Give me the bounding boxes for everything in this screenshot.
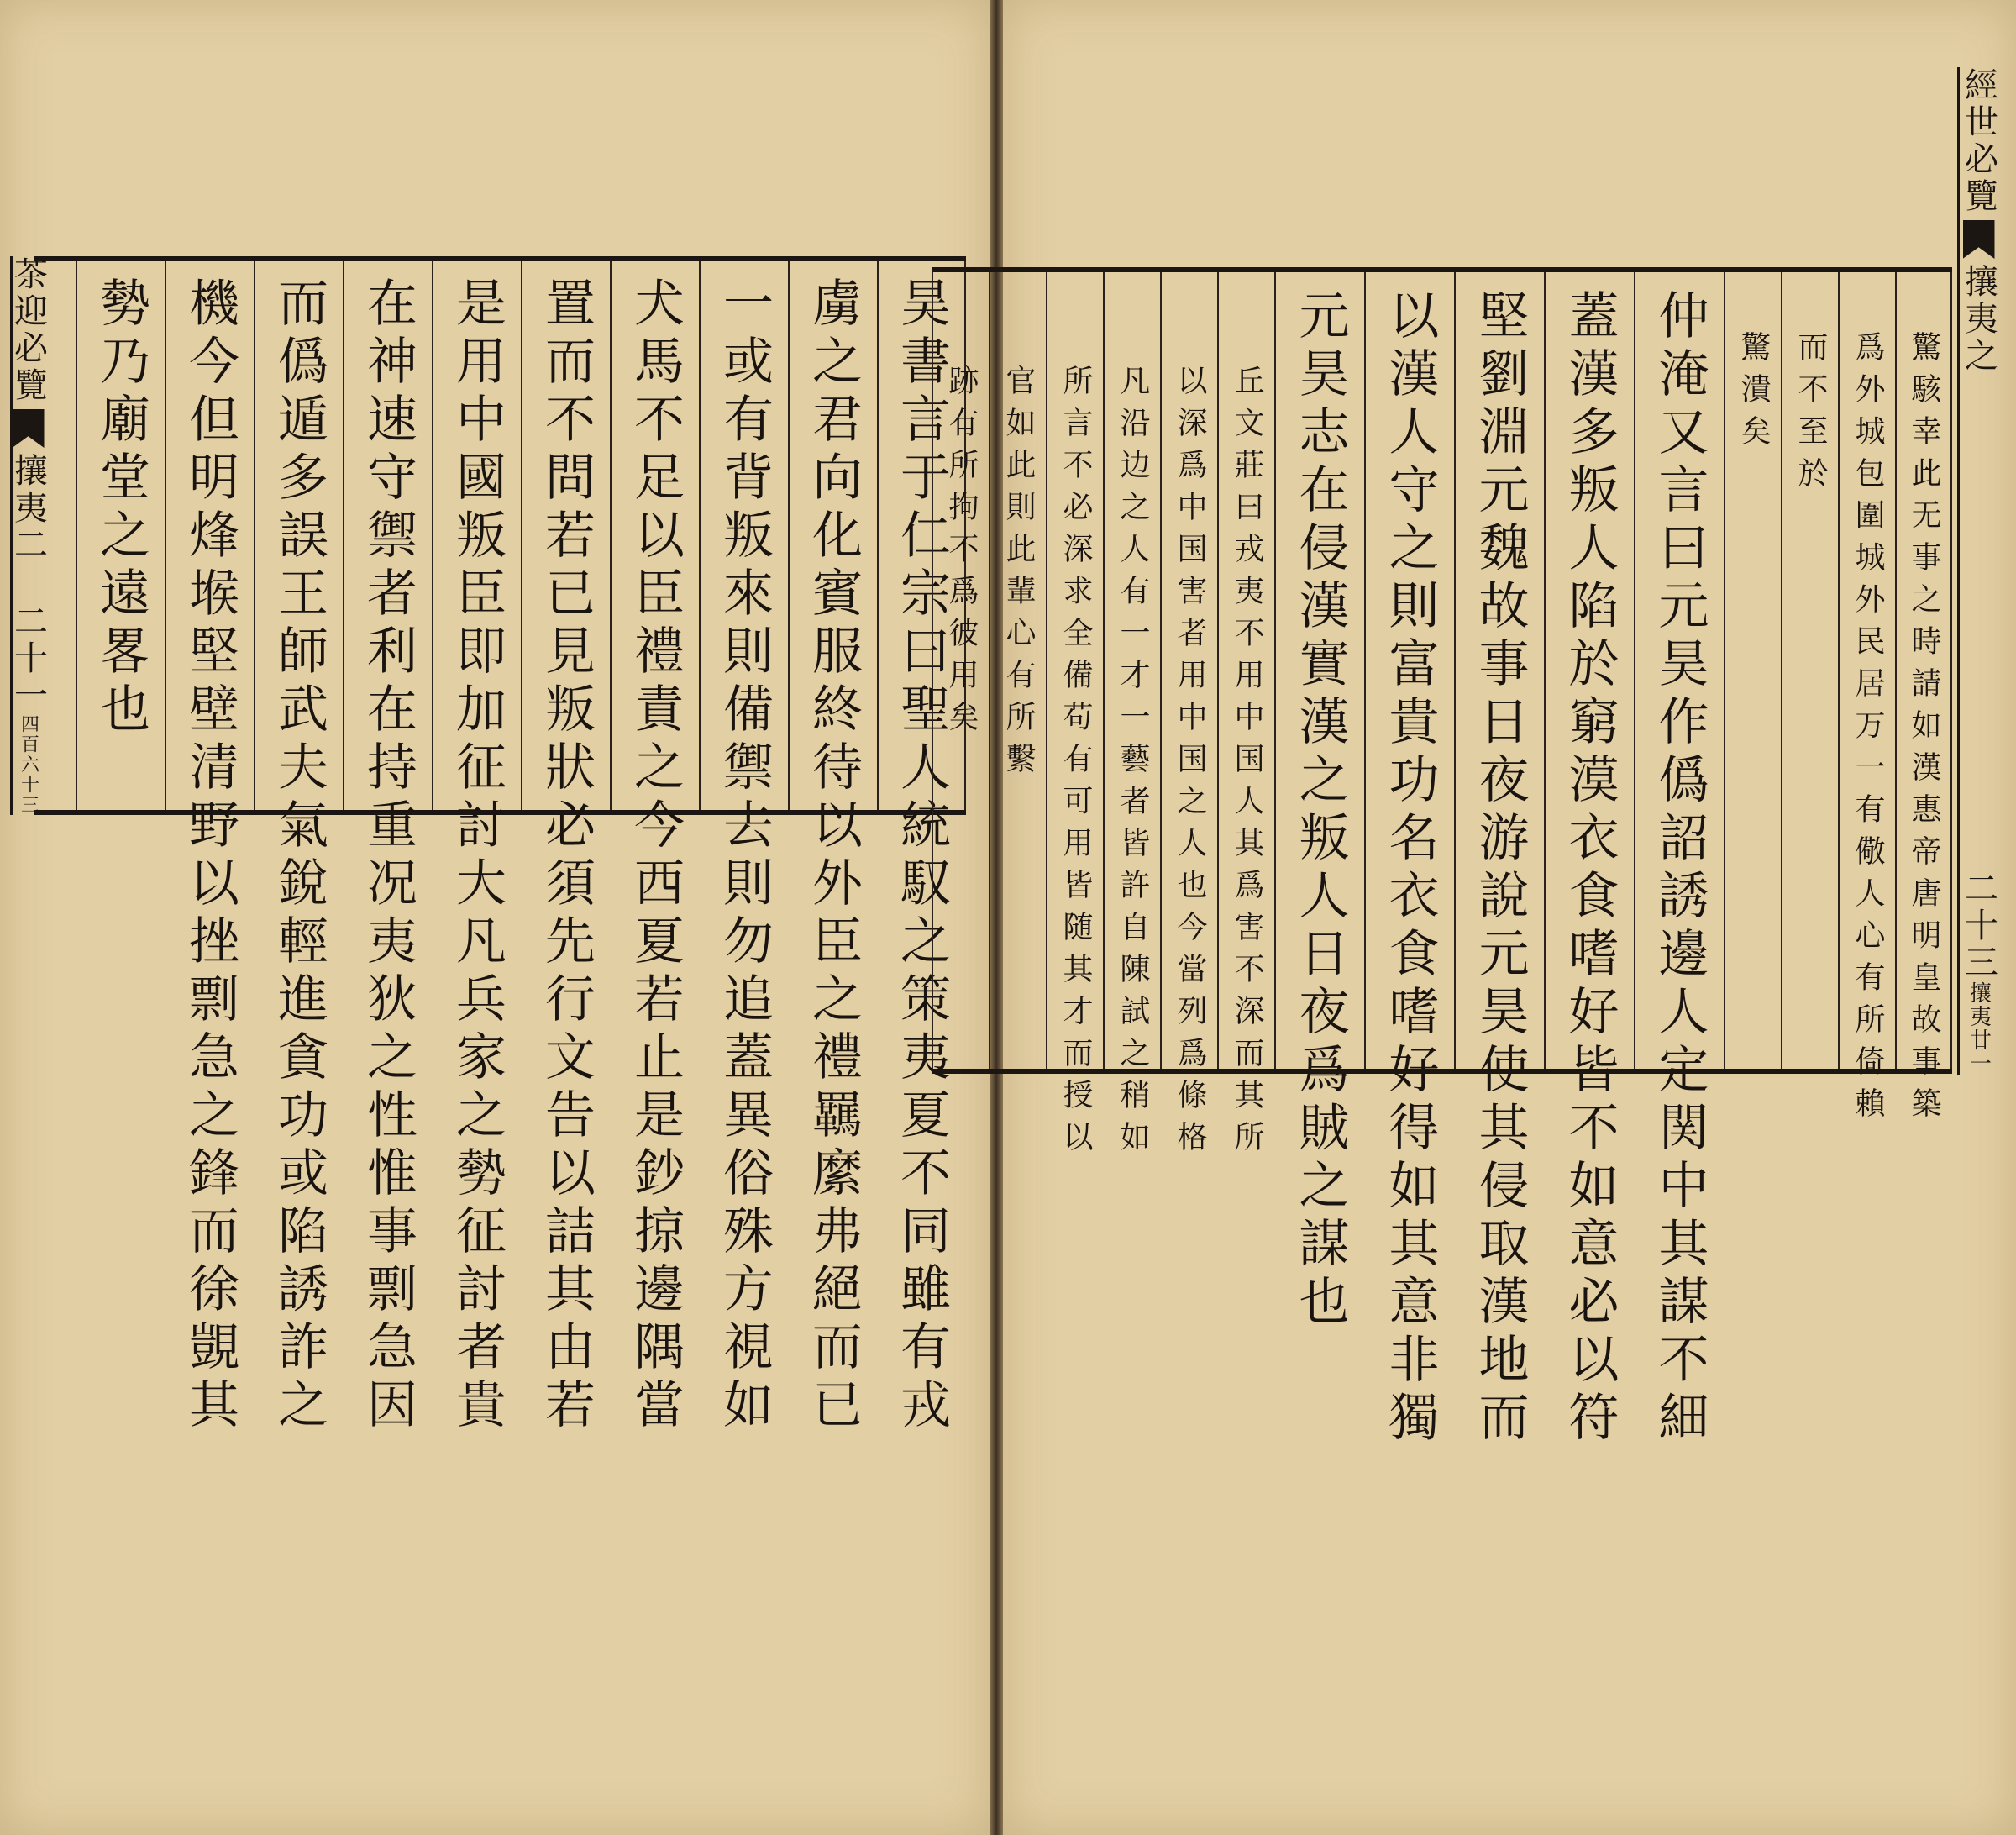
column-text: 驚潰矣 bbox=[1736, 331, 1771, 457]
column-text: 驚駭幸此无事之時請如漢惠帝唐明皇故事築 bbox=[1907, 331, 1941, 1129]
text-column bbox=[343, 261, 432, 1436]
column-text: 以漢人守之則富貴功名衣食嗜好得如其意非獨 bbox=[1380, 289, 1440, 1449]
column-text: 機今但明烽堠堅壁清野以挫剽急之鋒而徐覬其 bbox=[181, 276, 239, 1436]
column-text: 而僞遁多誤王師武夫氣銳輕進貪功或陷誘詐之 bbox=[270, 276, 328, 1436]
text-column bbox=[610, 261, 699, 1436]
column-text: 犬馬不足以臣禮責之今西夏若止是鈔掠邊隅當 bbox=[626, 276, 685, 1436]
margin-folio-small: 攘夷廿一 bbox=[1966, 981, 1992, 1075]
margin-title: 經世必覽 bbox=[1959, 67, 1998, 215]
margin-title: 茶迎必覽 bbox=[8, 256, 48, 404]
text-column bbox=[699, 261, 788, 1436]
column-text: 所言不必深求全備苟有可用皆随其才而授以 bbox=[1058, 365, 1093, 1163]
text-column bbox=[521, 261, 610, 1436]
margin-folio: 二十三 bbox=[1959, 870, 1998, 981]
fishtail-mark bbox=[1963, 220, 1995, 259]
margin-section: 攘夷之 bbox=[1959, 264, 1998, 375]
margin-folio-small: 四百六十三 bbox=[18, 714, 39, 815]
column-text: 官如此則此輩心有所繫 bbox=[1001, 365, 1036, 785]
right-page-margin bbox=[1957, 67, 1998, 1075]
column-text: 是用中國叛臣即加征討大凡兵家之勢征討者貴 bbox=[448, 276, 507, 1436]
right-text-block bbox=[932, 267, 1952, 1074]
column-text: 昊書言于仁宗曰聖人統馭之策夷夏不同雖有戎 bbox=[892, 276, 951, 1436]
margin-folio: 二十一 bbox=[8, 603, 48, 714]
column-text: 置而不問若已見叛狀必須先行文告以詰其由若 bbox=[537, 276, 596, 1436]
left-page bbox=[0, 0, 990, 1835]
column-text: 丘文莊曰戎夷不用中国人其爲害不深而其所 bbox=[1230, 365, 1264, 1163]
column-text: 虜之君向化賓服終待以外臣之禮羈縻弗絕而已 bbox=[804, 276, 863, 1436]
text-column bbox=[76, 261, 165, 810]
column-text: 堅劉淵元魏故事日夜游說元昊使其侵取漢地而 bbox=[1470, 289, 1530, 1449]
left-page-margin bbox=[8, 256, 48, 815]
column-text: 一或有背叛來則備禦去則勿追蓋異俗殊方視如 bbox=[715, 276, 774, 1436]
column-text: 凡沿边之人有一才一藝者皆許自陳試之稍如 bbox=[1116, 365, 1150, 1163]
column-text: 仲淹又言曰元昊作僞詔誘邊人定関中其謀不細 bbox=[1650, 289, 1709, 1449]
column-text: 蓋漢多叛人陷於窮漠衣食嗜好皆不如意必以符 bbox=[1560, 289, 1620, 1449]
column-text: 以深爲中国害者用中国之人也今當列爲條格 bbox=[1173, 365, 1207, 1163]
right-page bbox=[944, 0, 2016, 1835]
column-text: 在神速守禦者利在持重况夷狄之性惟事剽急因 bbox=[359, 276, 417, 1436]
text-column bbox=[788, 261, 877, 1436]
column-text: 元昊志在侵漢實漢之叛人日夜爲賊之謀也 bbox=[1290, 289, 1350, 1333]
text-column bbox=[165, 261, 254, 1436]
text-column bbox=[254, 261, 343, 1436]
column-text: 爲外城包圍城外民居万一有儆人心有所倚賴 bbox=[1851, 331, 1885, 1129]
column-text: 勢乃廟堂之遠畧也 bbox=[92, 276, 150, 740]
fishtail-mark bbox=[13, 409, 45, 448]
text-column bbox=[432, 261, 521, 1436]
column-text: 跡有所拘不爲彼用矣 bbox=[944, 365, 979, 743]
margin-section: 攘夷二 bbox=[8, 453, 48, 564]
column-text: 而不至於 bbox=[1793, 331, 1828, 499]
